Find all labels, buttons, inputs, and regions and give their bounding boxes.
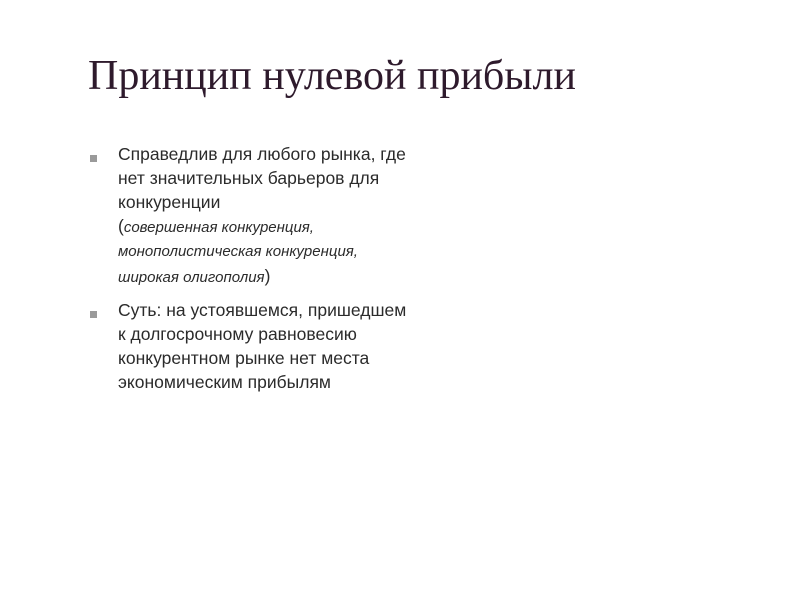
square-bullet-icon — [90, 311, 97, 318]
bullet-text: Суть: на устоявшемся, пришедшем к долгосрочному равновесию конкурентном рынке нет места экономическим прибылям — [118, 300, 407, 392]
bullet-note — [118, 214, 418, 290]
square-bullet-icon — [90, 155, 97, 162]
bullet-note-text: совершенная конкуренция, монополистическая конкуренция, широкая олигополия — [118, 219, 358, 286]
bullet-text: Справедлив для любого рынка, где нет значительных барьеров для конкуренции — [118, 144, 406, 212]
note-close-paren: ) — [264, 266, 271, 286]
bullet-item — [88, 142, 418, 290]
slide-title: Принцип нулевой прибыли — [88, 53, 576, 99]
bullet-item — [88, 298, 418, 394]
note-open-paren: ( — [118, 216, 124, 236]
bullet-list — [88, 142, 418, 402]
